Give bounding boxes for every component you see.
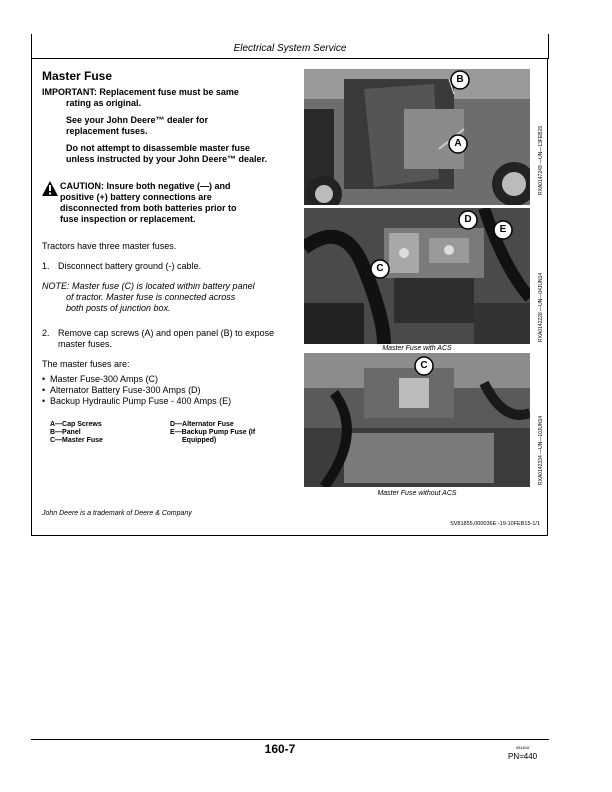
- callout-d-label: D: [464, 214, 472, 225]
- caution-line3: disconnected from both batteries prior to: [60, 203, 237, 213]
- footer-rule: [31, 739, 549, 740]
- figure-3-side-label: RXA0142334 —UN—10JUN14: [538, 415, 544, 485]
- instruction-column: [42, 71, 292, 445]
- important-p2-line1: See your John Deere™ dealer for: [66, 115, 209, 125]
- caution-line4: fuse inspection or replacement.: [60, 214, 196, 224]
- caution-line1: CAUTION: Insure both negative (—) and: [60, 181, 231, 191]
- legend-item-a: A—Cap Screws: [50, 421, 102, 428]
- section-title: Master Fuse: [42, 69, 113, 83]
- important-dealer-note: [42, 115, 292, 137]
- step-2-line1: Remove cap screws (A) and open panel (B) to expose: [58, 328, 275, 338]
- step-2-line2: master fuses.: [58, 339, 113, 349]
- figure-3-caption: Master Fuse without ACS: [377, 490, 457, 497]
- legend-item-e-cont: Equipped): [182, 437, 217, 444]
- important-line1: Replacement fuse must be same: [99, 87, 239, 97]
- header-title: Electrical System Service: [233, 43, 347, 54]
- note-line3: both posts of junction box.: [66, 303, 171, 313]
- important-disassemble-note: [42, 143, 292, 165]
- important-p2-line2: replacement fuses.: [66, 126, 148, 136]
- note-line1: NOTE: Master fuse (C) is located within battery panel: [42, 281, 255, 291]
- step-1: [42, 261, 292, 272]
- page-pn: PN=440: [508, 752, 538, 761]
- figure-panel-photo: [304, 69, 530, 205]
- list-item: • Master Fuse-300 Amps (C): [42, 374, 292, 385]
- legend-item-b: B—Panel: [50, 429, 81, 436]
- footer-code: 081816: [516, 745, 530, 750]
- important-p3-line2: unless instructed by your John Deere™ dealer.: [66, 154, 268, 164]
- list-item: • Backup Hydraulic Pump Fuse - 400 Amps (E): [42, 396, 292, 407]
- callout-c-label-2: C: [420, 360, 428, 371]
- callout-e-label: E: [499, 224, 507, 235]
- step-1-text: Disconnect battery ground (-) cable.: [58, 261, 202, 271]
- caution-line2: positive (+) battery connections are: [60, 192, 212, 202]
- note-line2: of tractor. Master fuse is connected across: [66, 292, 236, 302]
- step-1-number: 1.: [42, 261, 50, 271]
- list-item: • Alternator Battery Fuse-300 Amps (D): [42, 385, 292, 396]
- step-2: [42, 328, 292, 350]
- callout-a-label: A: [454, 138, 462, 149]
- legend-item-d: D—Alternator Fuse: [170, 421, 234, 428]
- callout-b-label: B: [456, 74, 464, 85]
- note-block: [42, 281, 292, 314]
- important-line2: rating as original.: [66, 98, 142, 108]
- trademark-note: John Deere is a trademark of Deere & Company: [42, 510, 192, 517]
- page-number: 160-7: [264, 742, 296, 756]
- intro-text: Tractors have three master fuses.: [42, 241, 177, 251]
- important-label: IMPORTANT:: [42, 87, 97, 97]
- legend-item-e: E—Backup Pump Fuse (If: [170, 429, 256, 436]
- step-2-number: 2.: [42, 328, 50, 338]
- figure-acs-fuse-photo: [304, 208, 530, 344]
- fuse-list: [42, 374, 292, 407]
- legend-item-c: C—Master Fuse: [50, 437, 103, 444]
- figure-1-side-label: RXA0147249 —UN—13FEB15: [538, 125, 544, 195]
- warning-triangle-icon: [42, 181, 58, 196]
- callout-c-label: C: [376, 263, 384, 274]
- document-reference: SV81855,000036E -19-10FEB15-1/1: [450, 521, 540, 527]
- important-notice: [42, 87, 292, 109]
- callout-legend: [42, 421, 292, 445]
- important-p3-line1: Do not attempt to disassemble master fuse: [66, 143, 251, 153]
- caution-block: [42, 181, 292, 225]
- fuses-intro: The master fuses are:: [42, 359, 130, 369]
- figure-2-caption: Master Fuse with ACS: [382, 345, 452, 352]
- figure-no-acs-fuse-photo: [304, 353, 530, 487]
- figure-2-side-label: RXA0142228 —UN—04JUN14: [538, 272, 544, 342]
